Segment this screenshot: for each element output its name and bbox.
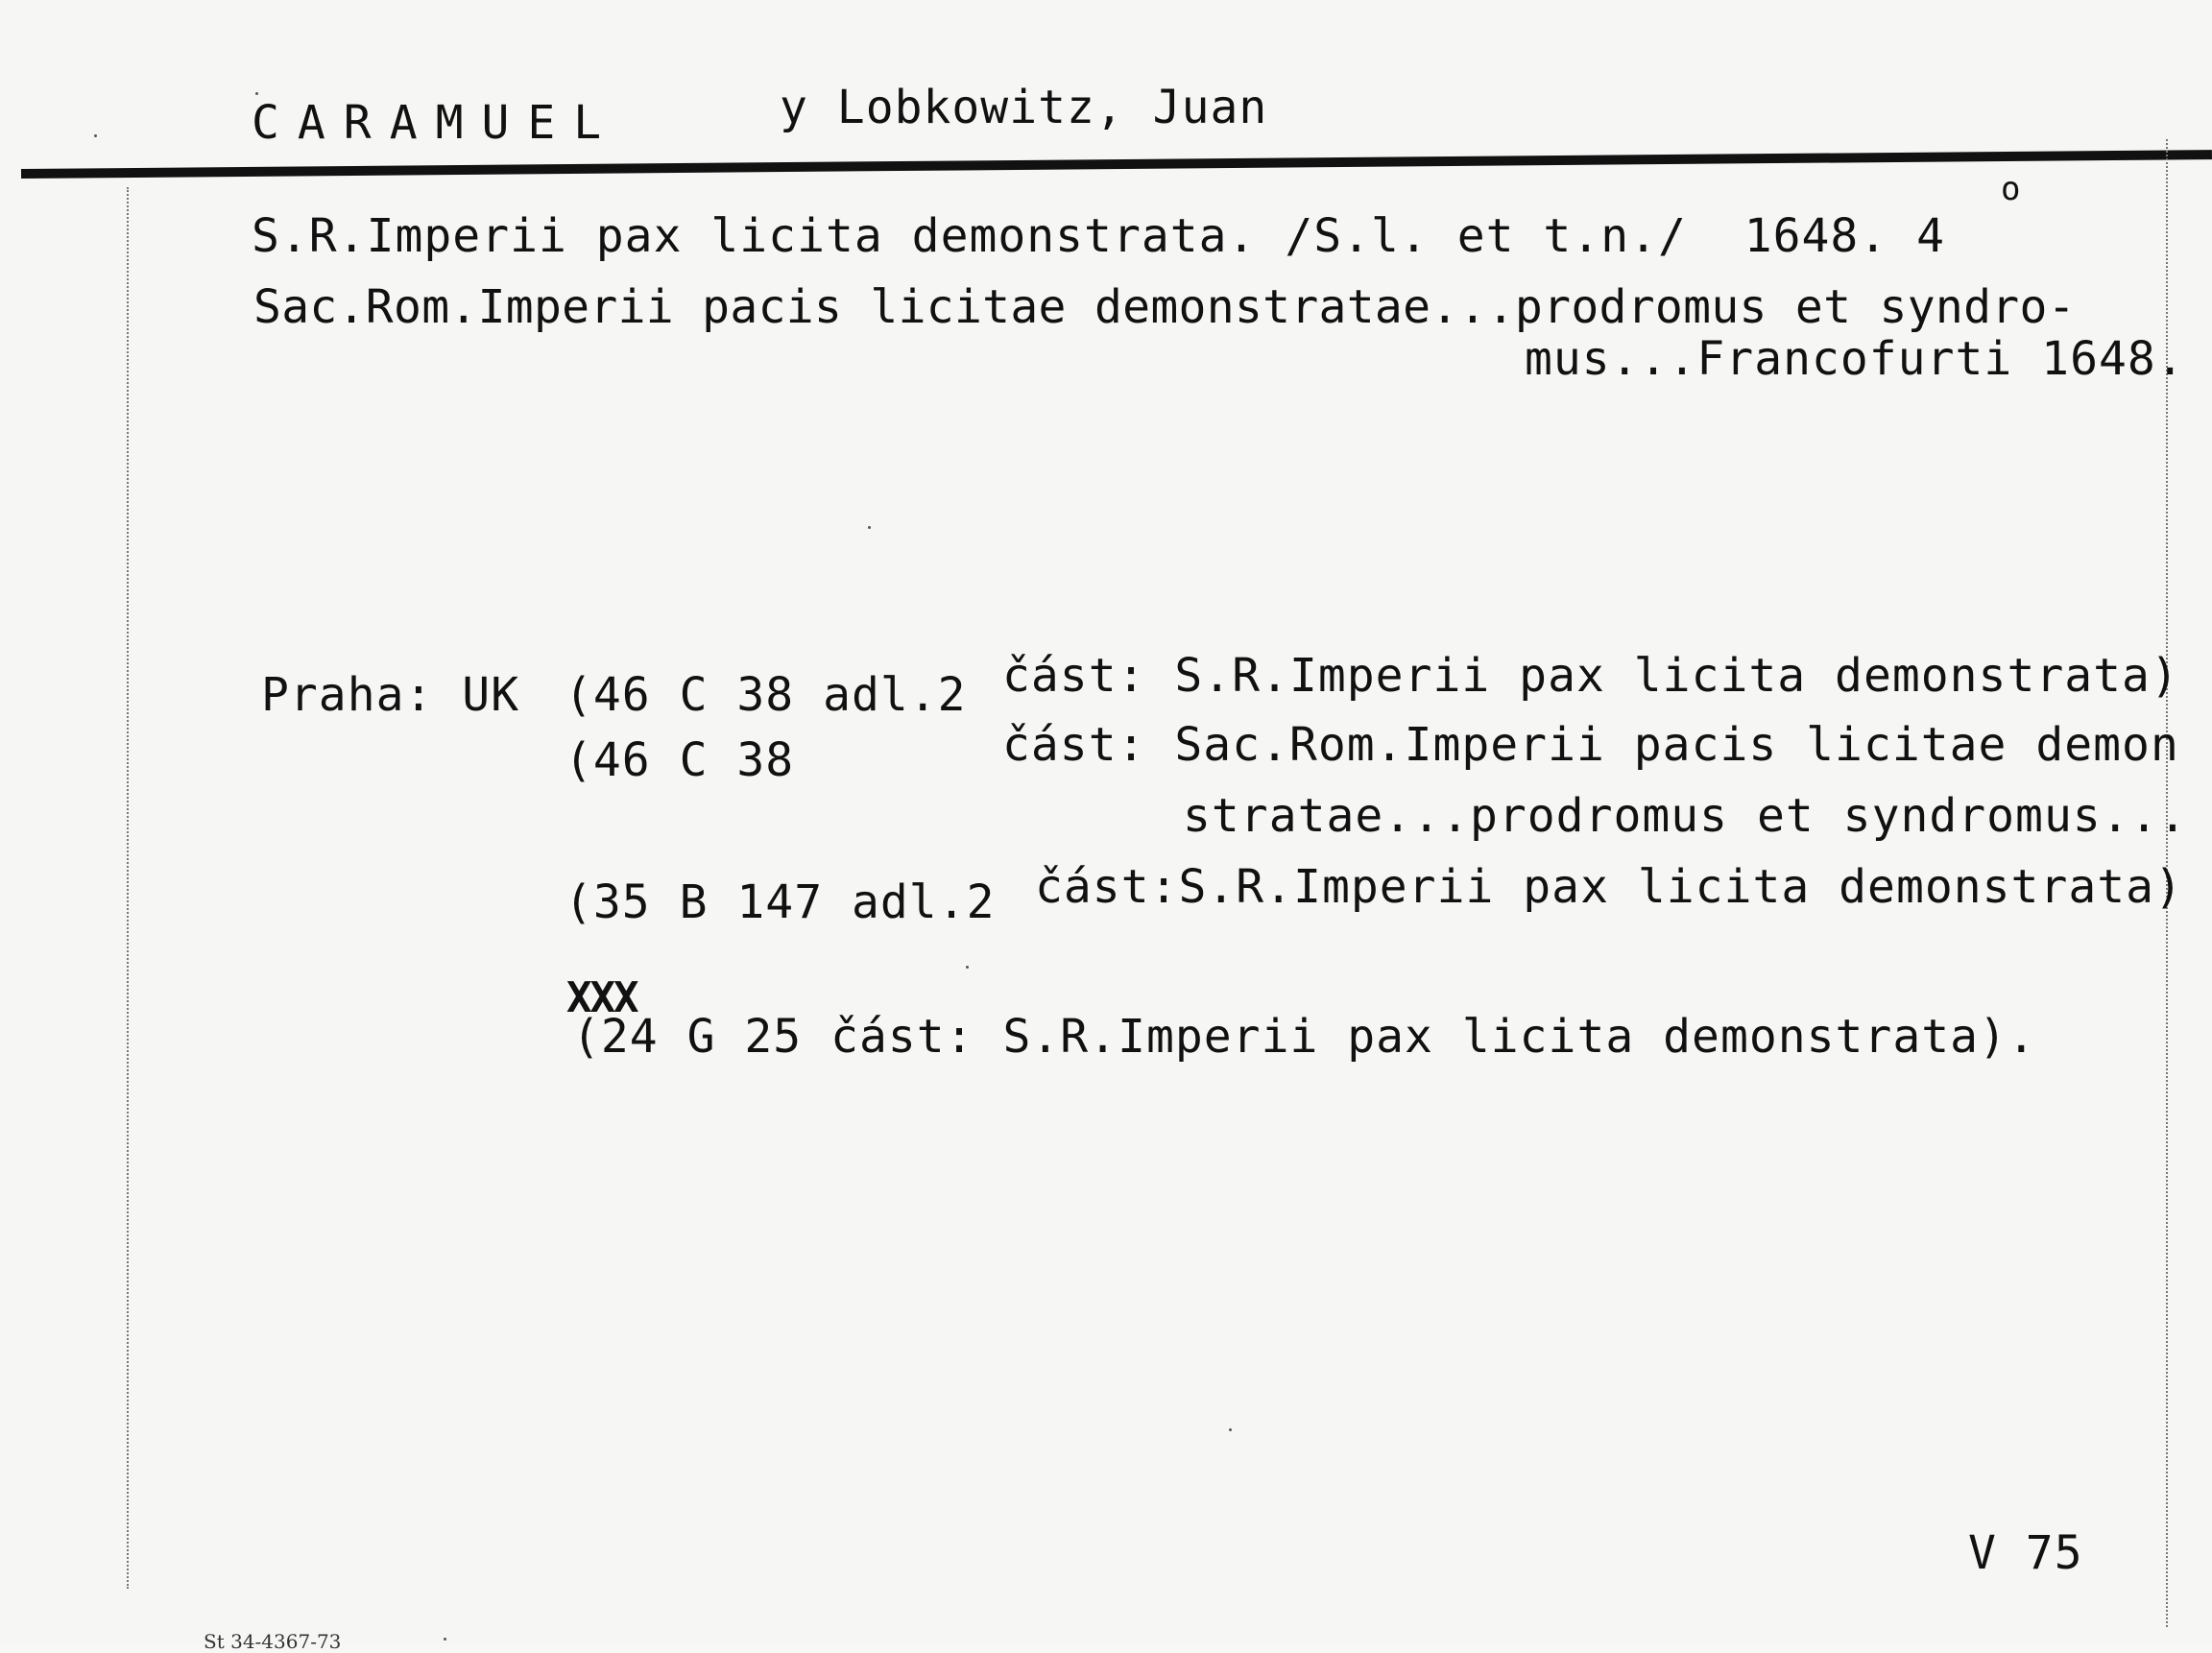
speck: [1229, 1428, 1232, 1431]
heading-given-names: y Lobkowitz, Juan: [780, 81, 1268, 134]
title-line-3: mus...Francofurti 1648.: [1525, 332, 2185, 386]
holding-1-part: část: S.R.Imperii pax licita demonstrata): [1002, 649, 2179, 703]
left-margin-line: [127, 187, 129, 1589]
holding-2-part: část: Sac.Rom.Imperii pacis licitae demon: [1002, 718, 2179, 772]
title-line-1: S.R.Imperii pax licita demonstrata. /S.l. et t.n./ 1648. 4: [252, 209, 1946, 263]
speck: [94, 134, 97, 137]
title-line-2: Sac.Rom.Imperii pacis licitae demonstratae...prodromus et syndro-: [253, 280, 2076, 334]
heading-surname: CARAMUEL: [252, 96, 620, 150]
holding-3-part: část:S.R.Imperii pax licita demonstrata): [1035, 860, 2183, 914]
holding-3-call-number: (35 B 147 adl.2: [565, 875, 996, 929]
holdings-location: Praha: UK: [261, 668, 520, 722]
card-number: V 75: [1968, 1526, 2083, 1580]
holding-4-entry: (24 G 25 část: S.R.Imperii pax licita demonstrata).: [572, 1010, 2036, 1064]
holding-2-part-continued: stratae...prodromus et syndromus...: [1183, 789, 2188, 843]
speck: [868, 526, 871, 529]
heading-rule: [21, 150, 2212, 179]
format-superscript: o: [2001, 170, 2022, 208]
speck: [255, 92, 258, 95]
struck-out-text: XXX: [566, 973, 637, 1022]
speck: [444, 1638, 446, 1641]
holding-1-call-number: (46 C 38 adl.2: [565, 668, 967, 722]
footer-print-code: St 34-4367-73: [204, 1630, 342, 1653]
speck: [966, 966, 969, 969]
holding-2-call-number: (46 C 38: [565, 733, 795, 787]
